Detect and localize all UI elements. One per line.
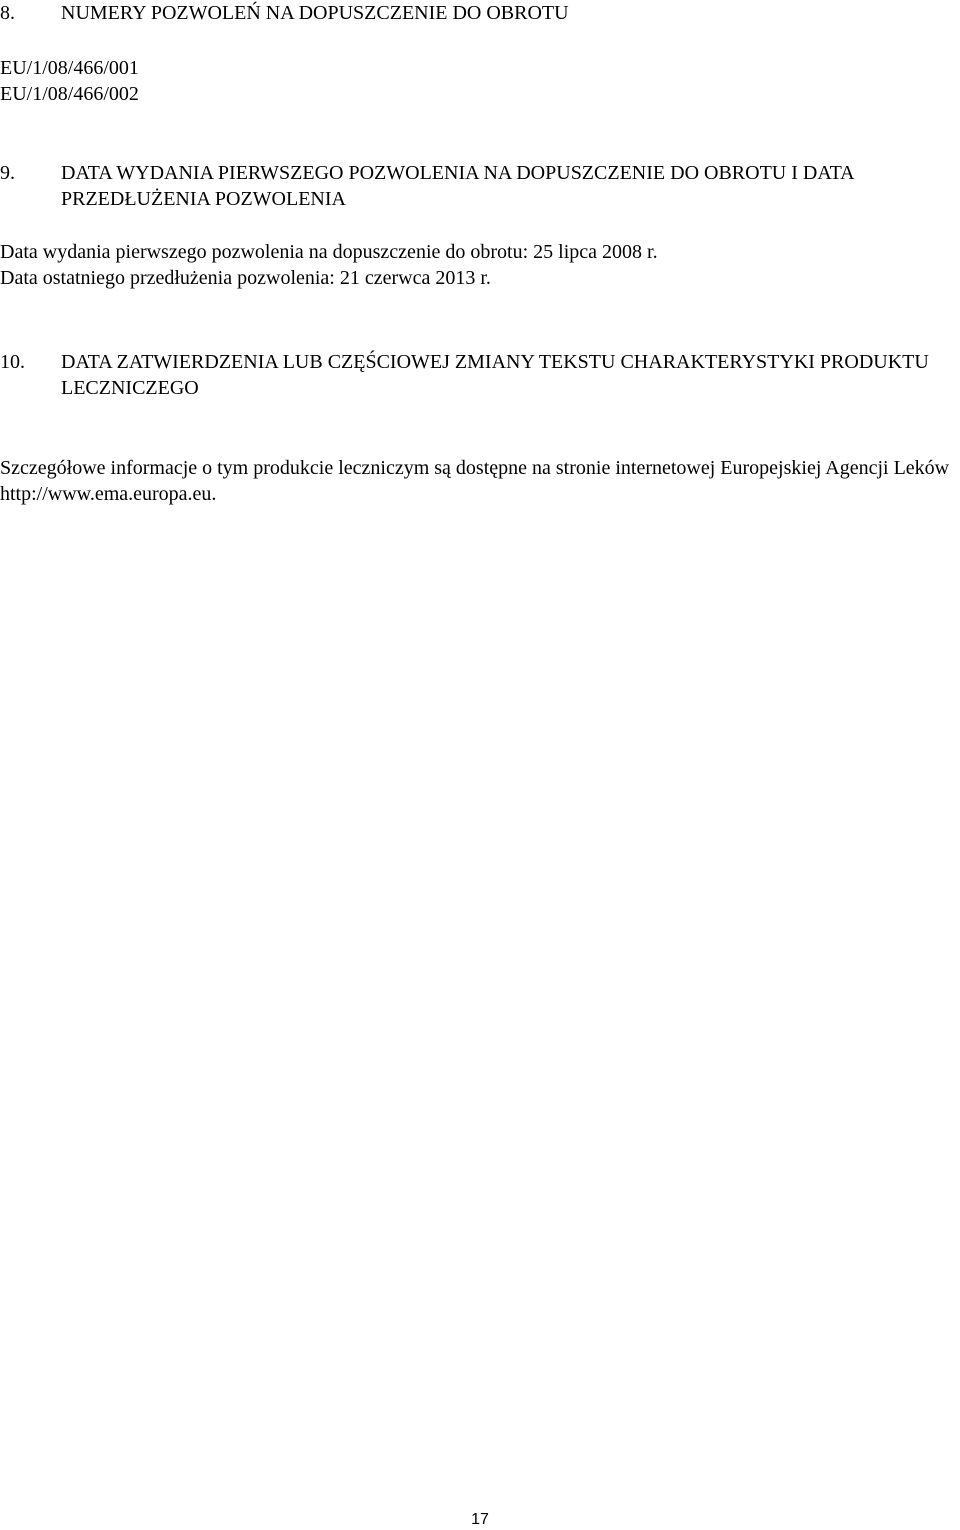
- section-8-title: NUMERY POZWOLEŃ NA DOPUSZCZENIE DO OBROTU: [61, 2, 569, 24]
- authorisation-number-1: EU/1/08/466/001: [0, 57, 139, 79]
- page-number: 17: [471, 1511, 489, 1528]
- section-10-title: DATA ZATWIERDZENIA LUB CZĘŚCIOWEJ ZMIANY TEKSTU CHARAKTERYSTYKI PRODUKTU LECZNICZEGO: [61, 351, 929, 399]
- section-8-number: 8.: [0, 2, 15, 24]
- latest-renewal-date: Data ostatniego przedłużenia pozwolenia: 21 czerwca 2013 r.: [0, 267, 491, 289]
- section-9-number: 9.: [0, 162, 15, 184]
- section-9-title: DATA WYDANIA PIERWSZEGO POZWOLENIA NA DOPUSZCZENIE DO OBROTU I DATA PRZEDŁUŻENIA POZWOLENIA: [61, 162, 854, 210]
- first-authorisation-date: Data wydania pierwszego pozwolenia na dopuszczenie do obrotu: 25 lipca 2008 r.: [0, 241, 658, 263]
- section-10-number: 10.: [0, 351, 25, 373]
- authorisation-number-2: EU/1/08/466/002: [0, 83, 139, 105]
- ema-info-paragraph: Szczegółowe informacje o tym produkcie leczniczym są dostępne na stronie internetowej Europejskiej Agencji Leków http://www.ema.europa.eu.: [0, 457, 950, 505]
